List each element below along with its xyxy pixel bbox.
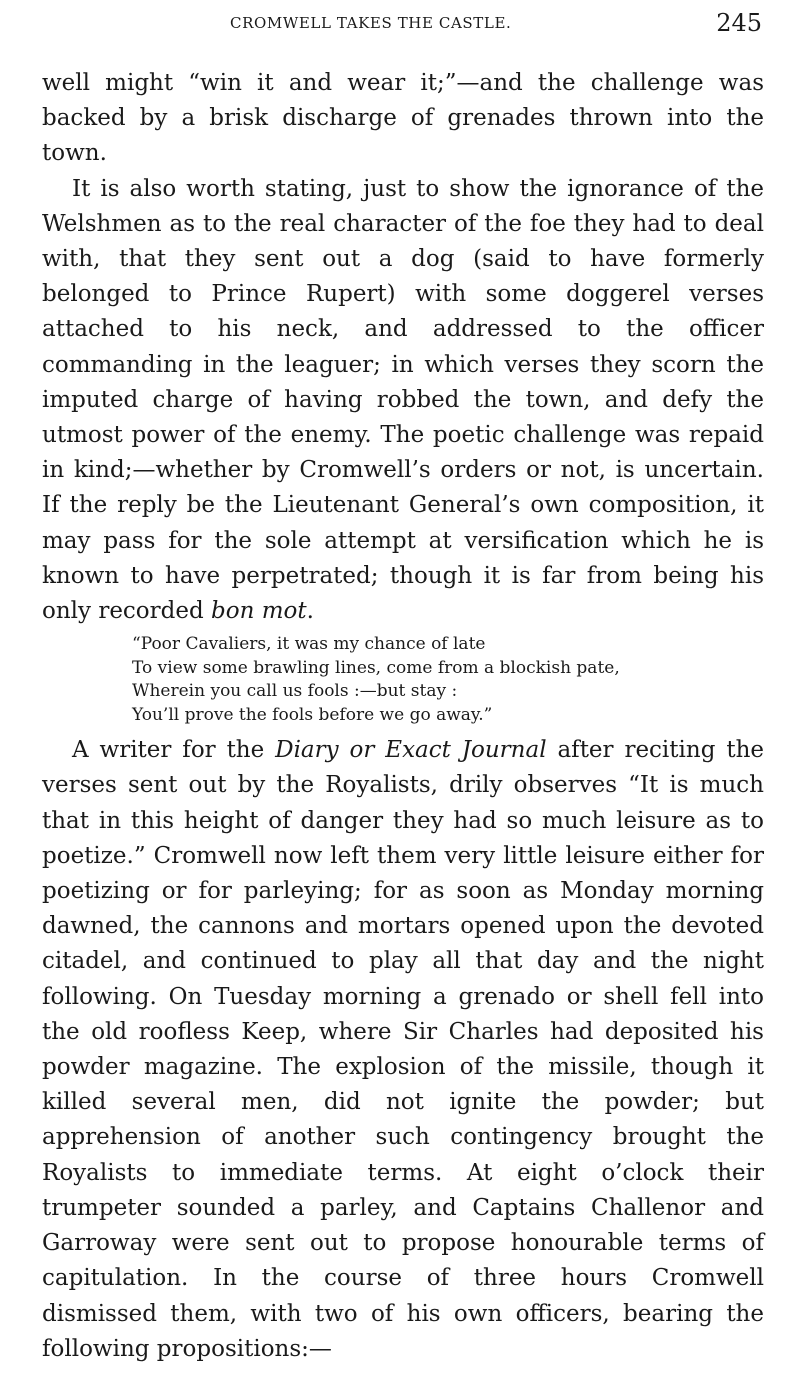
page-number: 245: [716, 9, 762, 37]
running-header: [42, 8, 764, 42]
verse-line: To view some brawling lines, come from a blockish pate,: [132, 657, 620, 678]
paragraph-text-end: after reciting the verses sent out by the Royalists, drily observes “It is much that in this height of danger they had so much leisure as to poetize.” Cromwell now left them very little leisure either for poetizing or for parleying; for as soon as Monday morning dawned, the cannons and mortars opened upon the devoted citadel, and continued to play all that day and the night following. On Tuesday morning a grenado or shell fell into the old roofless Keep, where Sir Charles had deposited his powder magazine. The explosion of the missile, though it killed several men, did not ignite the powder; but apprehension of another such contingency brought the Royalists to immediate terms. At eight o’clock their trumpeter sounded a parley, and Captains Challenor and Garroway were sent out to propose honourable terms of capitulation. In the course of three hours Cromwell dismissed them, with two of his own officers, bearing the following propositions:—: [42, 737, 764, 1362]
paragraph-dog-verses: [42, 172, 764, 630]
paragraph-bombardment: [42, 733, 764, 1367]
book-page: [42, 8, 764, 1388]
running-title: CROMWELL TAKES THE CASTLE.: [230, 14, 512, 32]
body-text: [42, 66, 764, 1367]
verse-block: [132, 633, 764, 727]
verse-line: Wherein you call us fools :—but stay :: [132, 681, 458, 702]
italic-title: Diary or Exact Journal: [275, 737, 547, 764]
italic-phrase: bon mot: [211, 598, 307, 625]
verse-line: “Poor Cavaliers, it was my chance of late: [132, 634, 486, 655]
paragraph-text: A writer for the: [72, 737, 276, 764]
verse-line: You’ll prove the fools before we go away.”: [132, 704, 493, 725]
paragraph-text: It is also worth stating, just to show the ignorance of the Welshmen as to the real character of the foe they had to deal with, that they sent out a dog (said to have formerly belonged to Prince Rupert) with some doggerel verses attached to his neck, and addressed to the officer commanding in the leaguer; in which verses they scorn the imputed charge of having robbed the town, and defy the utmost power of the enemy. The poetic challenge was repaid in kind;—whether by Cromwell’s orders or not, is uncertain. If the reply be the Lieutenant General’s own composition, it may pass for the sole attempt at versification which he is known to have perpetrated; though it is far from being his only recorded: [42, 175, 764, 625]
paragraph-text-end: .: [306, 598, 314, 625]
paragraph-continuation: well might “win it and wear it;”—and the challenge was backed by a brisk discharge of grenades thrown into the town.: [42, 70, 764, 167]
